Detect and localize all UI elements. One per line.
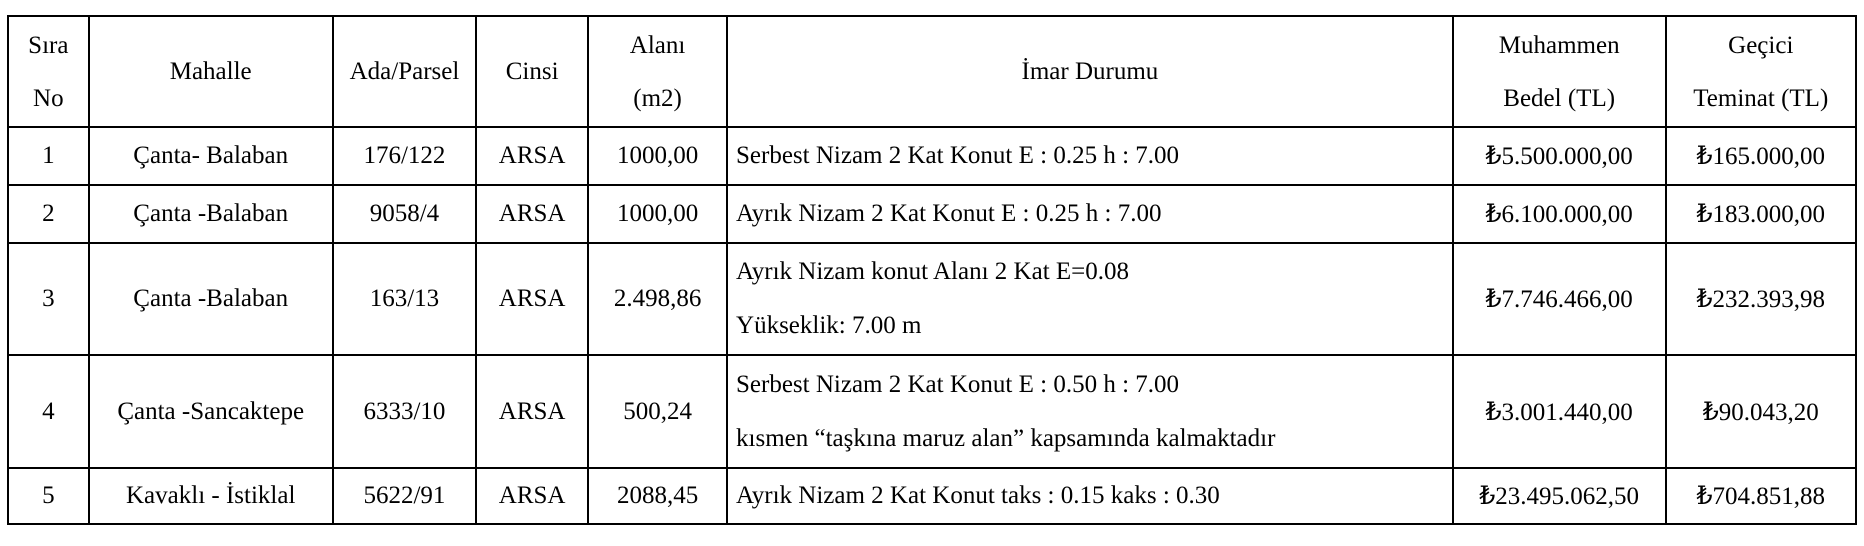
cell-sira: 5	[8, 468, 89, 524]
cell-mahalle: Çanta -Balaban	[89, 243, 333, 355]
imar-line: Yükseklik: 7.00 m	[736, 312, 922, 339]
header-gecici-teminat	[1666, 16, 1856, 127]
cell-ada-parsel: 163/13	[333, 243, 476, 355]
imar-line: Serbest Nizam 2 Kat Konut E : 0.50 h : 7.00	[736, 370, 1180, 398]
header-ada-parsel: Ada/Parsel	[333, 16, 476, 127]
cell-cinsi: ARSA	[476, 243, 588, 355]
cell-muhammen-bedel: ₺5.500.000,00	[1453, 127, 1666, 185]
cell-muhammen-bedel: ₺7.746.466,00	[1453, 243, 1666, 355]
cell-gecici-teminat: ₺90.043,20	[1666, 355, 1856, 468]
table-row	[8, 185, 1856, 243]
header-imar-durumu: İmar Durumu	[727, 16, 1453, 127]
header-sira-line-1: Sıra	[28, 31, 69, 59]
header-sira	[8, 16, 89, 127]
cell-alani: 2.498,86	[588, 243, 727, 355]
header-alani-line-1: Alanı	[629, 31, 686, 59]
ihale-table	[7, 15, 1857, 525]
cell-ada-parsel: 5622/91	[333, 468, 476, 524]
cell-sira: 3	[8, 243, 89, 355]
cell-gecici-teminat: ₺704.851,88	[1666, 468, 1856, 524]
header-cinsi: Cinsi	[476, 16, 588, 127]
cell-gecici-teminat: ₺165.000,00	[1666, 127, 1856, 185]
cell-imar-durumu	[727, 243, 1453, 355]
cell-imar-durumu	[727, 355, 1453, 468]
cell-muhammen-bedel: ₺6.100.000,00	[1453, 185, 1666, 243]
cell-ada-parsel: 176/122	[333, 127, 476, 185]
cell-ada-parsel: 9058/4	[333, 185, 476, 243]
imar-line: Serbest Nizam 2 Kat Konut E : 0.25 h : 7.00	[736, 142, 1180, 169]
cell-imar-durumu	[727, 185, 1453, 243]
cell-sira: 2	[8, 185, 89, 243]
header-mahalle: Mahalle	[89, 16, 333, 127]
cell-cinsi: ARSA	[476, 127, 588, 185]
cell-mahalle: Çanta- Balaban	[89, 127, 333, 185]
cell-mahalle: Çanta -Sancaktepe	[89, 355, 333, 468]
table-row	[8, 127, 1856, 185]
cell-mahalle: Çanta -Balaban	[89, 185, 333, 243]
header-alani	[588, 16, 727, 127]
cell-muhammen-bedel: ₺23.495.062,50	[1453, 468, 1666, 524]
header-bedel-line-1: Muhammen	[1498, 31, 1620, 59]
header-teminat-line-2: Teminat (TL)	[1693, 84, 1829, 112]
header-sira-line-2: No	[33, 84, 64, 112]
cell-alani: 1000,00	[588, 127, 727, 185]
cell-alani: 1000,00	[588, 185, 727, 243]
cell-ada-parsel: 6333/10	[333, 355, 476, 468]
cell-gecici-teminat: ₺183.000,00	[1666, 185, 1856, 243]
header-teminat-line-1: Geçici	[1728, 31, 1794, 59]
cell-alani: 2088,45	[588, 468, 727, 524]
header-muhammen-bedel	[1453, 16, 1666, 127]
imar-line: Ayrık Nizam 2 Kat Konut E : 0.25 h : 7.00	[736, 200, 1162, 227]
table-row	[8, 243, 1856, 355]
header-alani-line-2: (m2)	[633, 84, 682, 112]
cell-mahalle: Kavaklı - İstiklal	[89, 468, 333, 524]
cell-cinsi: ARSA	[476, 355, 588, 468]
cell-alani: 500,24	[588, 355, 727, 468]
header-bedel-line-2: Bedel (TL)	[1503, 84, 1616, 112]
cell-sira: 4	[8, 355, 89, 468]
cell-cinsi: ARSA	[476, 185, 588, 243]
cell-muhammen-bedel: ₺3.001.440,00	[1453, 355, 1666, 468]
cell-imar-durumu	[727, 127, 1453, 185]
cell-gecici-teminat: ₺232.393,98	[1666, 243, 1856, 355]
table-row	[8, 355, 1856, 468]
cell-cinsi: ARSA	[476, 468, 588, 524]
table-row	[8, 468, 1856, 524]
imar-line: Ayrık Nizam konut Alanı 2 Kat E=0.08	[736, 258, 1130, 285]
cell-sira: 1	[8, 127, 89, 185]
imar-line: Ayrık Nizam 2 Kat Konut taks : 0.15 kaks : 0.30	[736, 482, 1220, 509]
cell-imar-durumu	[727, 468, 1453, 524]
imar-line: kısmen “taşkına maruz alan” kapsamında kalmaktadır	[736, 424, 1276, 452]
table-header-row	[8, 16, 1856, 127]
